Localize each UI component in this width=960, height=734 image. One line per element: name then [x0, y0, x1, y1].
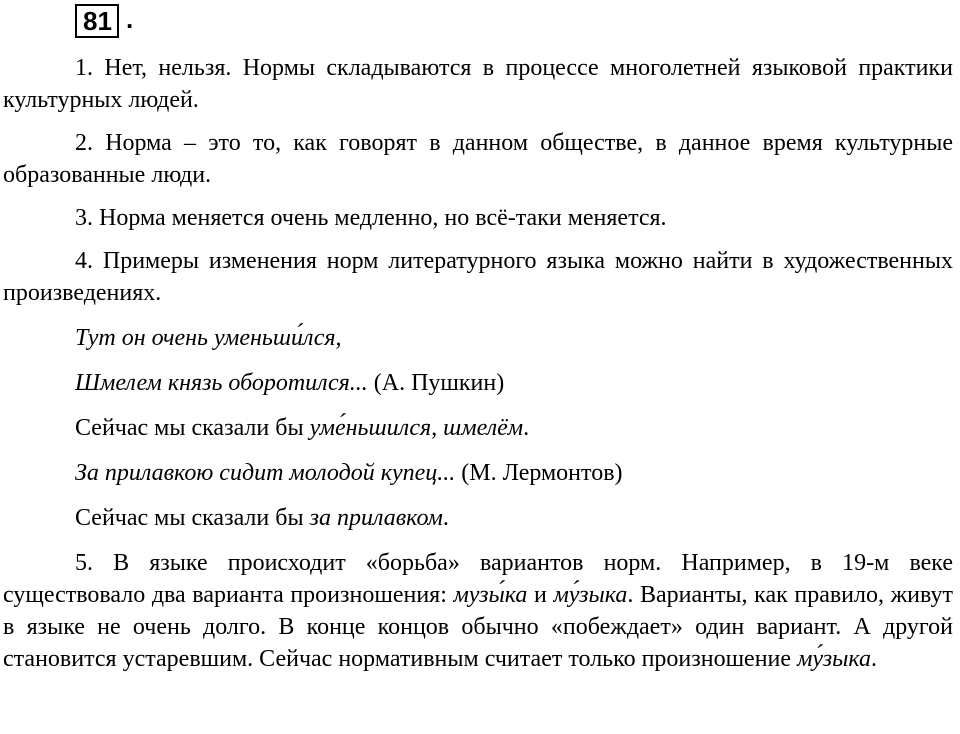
answer-item-1: 1. Нет, нельзя. Нормы складываются в процессе многолетней языковой практики культурных людей.	[3, 55, 953, 113]
quote-text: Тут он очень уменьши́лся,	[75, 325, 342, 351]
answer-item-5	[3, 547, 953, 675]
punctuation: .	[442, 505, 449, 531]
item5-text: и	[527, 582, 554, 608]
answer-item-2: 2. Норма – это то, как говорят в данном обществе, в данное время культурные образованные люди.	[3, 130, 953, 188]
punctuation: .	[523, 415, 530, 441]
variant-word: музы́ка	[453, 582, 528, 608]
variant-word: му́зыка	[553, 582, 628, 608]
punctuation: .	[870, 646, 877, 672]
answer-item-4: 4. Примеры изменения норм литературного языка можно найти в художественных произведениях.	[3, 248, 953, 306]
quote-text: За прилавкою сидит молодой купец...	[75, 460, 456, 486]
quote-pushkin-line-2	[3, 367, 953, 399]
modern-form-italic: уме́ньшился, шмелём	[309, 415, 524, 441]
exercise-number-dot: .	[126, 4, 134, 34]
item5-text: 5. В языке происходит «борьба» вариантов норм. Например, в 19-м веке существовало два варианта произношения:	[3, 550, 953, 608]
quote-pushkin-line-1	[3, 322, 953, 354]
item5-text: . Варианты, как правило, живут в языке не очень долго. В конце концов обычно «побеждает» один вариант. А другой становится устаревшим. Сейчас нормативным считает только произношение	[3, 582, 954, 672]
exercise-number: 81	[75, 4, 119, 38]
modern-form-text: Сейчас мы сказали бы	[75, 505, 310, 531]
quote-text: Шмелем князь оборотился...	[75, 370, 368, 396]
variant-word: му́зыка	[797, 646, 871, 672]
quote-lermontov-line	[3, 457, 953, 489]
answer-text	[3, 52, 953, 675]
modern-form-text: Сейчас мы сказали бы	[75, 415, 310, 441]
quote-source: (М. Лермонтов)	[455, 460, 623, 486]
quote-source: (А. Пушкин)	[367, 370, 505, 396]
modern-form-2	[3, 502, 953, 534]
modern-form-1	[3, 412, 953, 444]
answer-item-3: 3. Норма меняется очень медленно, но всё-таки меняется.	[75, 205, 667, 231]
modern-form-italic: за прилавком	[309, 505, 443, 531]
